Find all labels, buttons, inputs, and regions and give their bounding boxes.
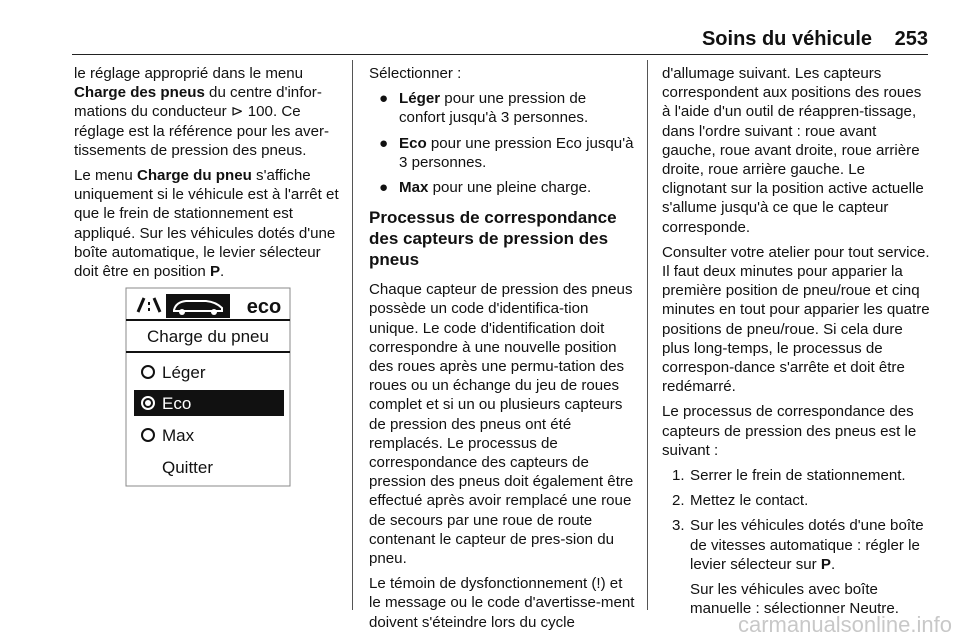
gear-position: P [209, 263, 221, 281]
step-item: 2. Mettez le contact. [672, 492, 809, 510]
column-divider-2 [647, 60, 648, 610]
quit-option[interactable]: Quitter [162, 458, 214, 477]
bullet-icon: ● [379, 134, 389, 152]
paragraph: Le processus de correspondance des capteurs de pression des pneus est le suivant : [662, 403, 917, 459]
column-1 [74, 64, 344, 287]
page-header [72, 28, 928, 56]
paragraph: d'allumage suivant. Les capteurs correspondent aux positions des roues à l'aide d'un outil de réappren-tissage, dans l'ordre suivant : roue avant gauche, roue avant droite, roue arrière droite, roue arrière gauche. Le clignotant sur la position active actuelle s'allume jusqu'à ce que le capteur corresponde. [662, 65, 924, 236]
section-heading: Processus de correspondance des capteurs de pression des pneus [369, 208, 617, 270]
list-item [369, 134, 635, 172]
column-divider-1 [352, 60, 353, 610]
step-item: 1. Serrer le frein de stationnement. [672, 467, 906, 485]
gear-position: P [820, 555, 831, 573]
menu-name: Charge du pneu [136, 167, 252, 185]
display-menu-title: Charge du pneu [147, 327, 269, 346]
option-name: Léger [399, 90, 441, 108]
page-number: 253 [894, 28, 928, 50]
step-text: Mettez le contact. [690, 492, 809, 510]
step-item: 3. Sur les véhicules dotés d'une boîte de vitesses automatique : régler le levier sélecteur sur P. [672, 517, 924, 573]
paragraph [369, 574, 635, 632]
text: pour une pression Eco jusqu'à 3 personnes. [399, 134, 634, 171]
column-2 [369, 64, 635, 638]
text: pour une pression de confort jusqu'à 3 personnes. [399, 90, 589, 127]
text: s'affiche uniquement si le véhicule est à l'arrêt et que le frein de stationnement est appliqué. Sur les véhicules dotés d'une boîte automatique, le levier sélecteur doit être en position [74, 167, 339, 281]
list-item [369, 178, 635, 197]
paragraph [74, 64, 344, 160]
option-label: Léger [162, 363, 206, 382]
watermark: carmanualsonline.info [737, 612, 952, 637]
text: le réglage approprié dans le menu [74, 65, 304, 82]
driver-info-display-figure [118, 280, 338, 490]
section-title: Soins du véhicule [701, 28, 872, 50]
paragraph: Consulter votre atelier pour tout service. Il faut deux minutes pour apparier la première position de pneu/roue et cinq minutes en tout pour apparier les quatre positions de pneu/roue. Si cela dure plus long-temps, le processus de correspon-dance s'arrête et doit être redémarré. [662, 243, 930, 396]
option-label: Max [162, 426, 195, 445]
option-label: Eco [162, 394, 192, 413]
text: du centre d'infor-mations du conducteur [74, 84, 322, 121]
step-text: Sur les véhicules dotés d'une boîte de vitesses automatique : régler le levier sélecteur sur [690, 517, 924, 573]
text: Le menu [74, 167, 137, 185]
text: . [220, 263, 225, 281]
text: pour une pleine charge. [428, 179, 592, 197]
tpms-warning-icon: (!) [591, 575, 606, 593]
option-name: Eco [399, 134, 427, 152]
bullet-icon: ● [379, 90, 389, 108]
menu-name: Charge des pneus [74, 84, 205, 102]
header-rule [72, 54, 928, 55]
step-subparagraph: Sur les véhicules avec boîte manuelle : sélectionner Neutre. [690, 581, 899, 618]
display-illustration [118, 280, 338, 490]
text: . Ce réglage est la référence pour les aver-tissements de pression des pneus. [74, 103, 330, 159]
column-3 [662, 64, 930, 624]
list-item [369, 89, 635, 127]
paragraph [74, 166, 344, 281]
bullet-icon: ● [379, 179, 389, 197]
paragraph: Sélectionner : [369, 65, 462, 82]
text: . [830, 555, 836, 573]
eco-label: eco [246, 296, 282, 318]
step-text: Serrer le frein de stationnement. [690, 467, 906, 485]
page-reference-link[interactable]: ⊳ 100 [230, 103, 273, 121]
selected-option-highlight [134, 390, 284, 416]
text: et le message ou le code d'avertisse-ment doivent s'éteindre lors du cycle [369, 575, 635, 631]
option-name: Max [399, 179, 429, 197]
paragraph: Chaque capteur de pression des pneus possède un code d'identifica-tion unique. Le code d'identification doit correspondre à une nouvelle position des roues après une permu-tation des roues ou un échange du jeu de roues complet et si un ou plusieurs capteurs de pression des pneus ont été remplacés. Le processus de correspondance des capteurs de pression des pneus doit également être effectué après avoir remplacé une roue de secours par une roue de route contenant le capteur de pres-sion du pneu. [369, 281, 634, 568]
text: Le témoin de dysfonctionnement [369, 575, 592, 593]
